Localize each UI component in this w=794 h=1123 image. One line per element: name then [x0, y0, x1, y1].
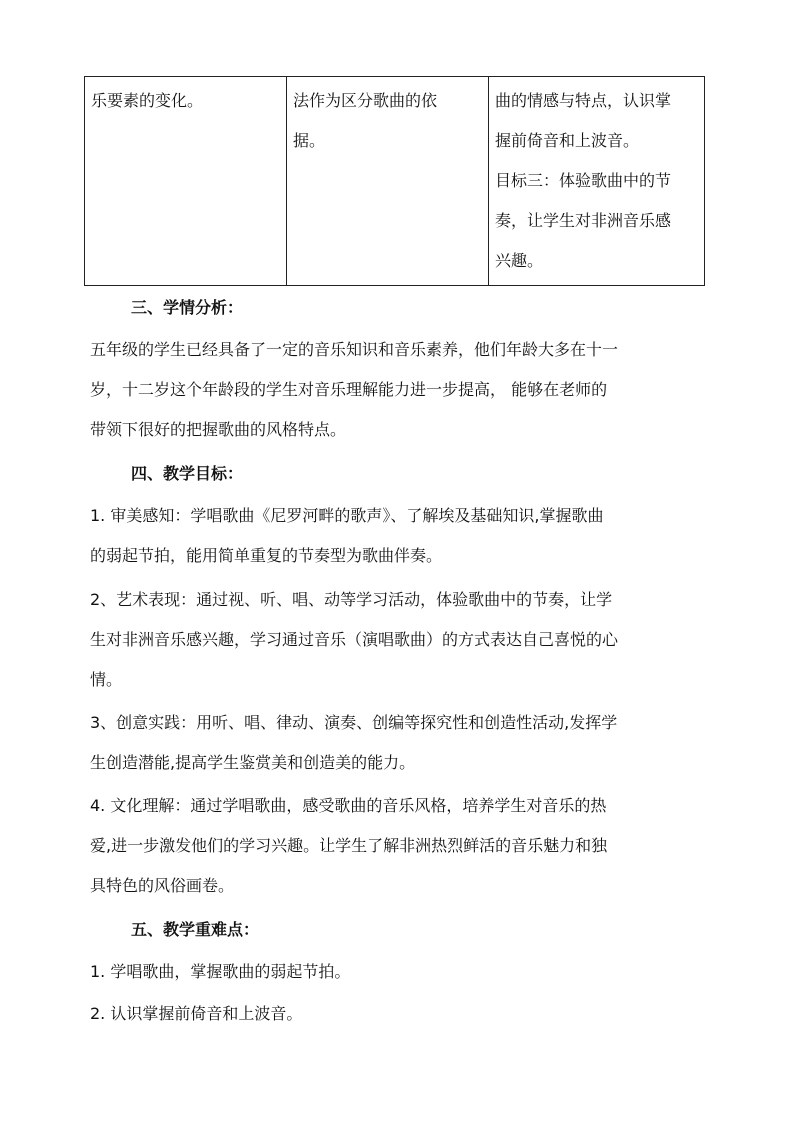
cell-text: 握前倚音和上波音。	[495, 131, 640, 150]
list-item-key-point-1	[90, 952, 704, 992]
paragraph-learner-analysis	[90, 330, 704, 450]
cell-text: 曲的情感与特点，认识掌	[495, 91, 672, 110]
section-heading-teaching-goals: 四、教学目标：	[131, 464, 244, 483]
text-line: 爱,进一步激发他们的学习兴趣。让学生了解非洲热烈鲜活的音乐魅力和独	[90, 836, 608, 855]
list-item-goal-2	[90, 580, 704, 700]
table-cell-col3	[489, 77, 705, 286]
text-line: 五年级的学生已经具备了一定的音乐知识和音乐素养，他们年龄大多在十一	[90, 340, 619, 359]
list-item-goal-1	[90, 496, 704, 576]
teaching-goals-table	[84, 76, 705, 286]
cell-text: 乐要素的变化。	[91, 91, 204, 110]
table-row	[85, 77, 705, 286]
table-cell-col1	[85, 77, 287, 286]
cell-text: 奏，让学生对非洲音乐感	[495, 211, 672, 230]
list-item-key-point-2	[90, 994, 704, 1034]
text-line: 1. 审美感知：学唱歌曲《尼罗河畔的歌声》、了解埃及基础知识,掌握歌曲	[90, 506, 604, 525]
cell-text: 目标三：体验歌曲中的节	[495, 171, 672, 190]
text-line: 情。	[90, 670, 123, 689]
text-line: 4. 文化理解：通过学唱歌曲，感受歌曲的音乐风格，培养学生对音乐的热	[90, 796, 607, 815]
text-line: 1. 学唱歌曲，掌握歌曲的弱起节拍。	[90, 962, 351, 981]
text-line: 2、艺术表现：通过视、听、唱、动等学习活动，体验歌曲中的节奏，让学	[90, 590, 613, 609]
text-line: 3、创意实践：用听、唱、律动、演奏、创编等探究性和创造性活动,发挥学	[90, 713, 618, 732]
text-line: 具特色的风俗画卷。	[90, 876, 235, 895]
list-item-goal-4	[90, 786, 704, 906]
section-heading-learner-analysis: 三、学情分析：	[131, 298, 244, 317]
text-line: 生创造潜能,提高学生鉴赏美和创造美的能力。	[90, 753, 416, 772]
text-line: 岁，十二岁这个年龄段的学生对音乐理解能力进一步提高， 能够在老师的	[90, 380, 608, 399]
list-item-goal-3	[90, 703, 704, 783]
cell-text: 兴趣。	[495, 251, 544, 270]
table-cell-col2	[287, 77, 489, 286]
section-heading-key-points: 五、教学重难点：	[131, 920, 260, 939]
text-line: 生对非洲音乐感兴趣，学习通过音乐（演唱歌曲）的方式表达自己喜悦的心	[90, 630, 619, 649]
text-line: 带领下很好的把握歌曲的风格特点。	[90, 420, 347, 439]
cell-text: 法作为区分歌曲的依	[293, 91, 438, 110]
text-line: 的弱起节拍，能用简单重复的节奏型为歌曲伴奏。	[90, 546, 443, 565]
cell-text: 据。	[293, 131, 326, 150]
text-line: 2. 认识掌握前倚音和上波音。	[90, 1004, 303, 1023]
